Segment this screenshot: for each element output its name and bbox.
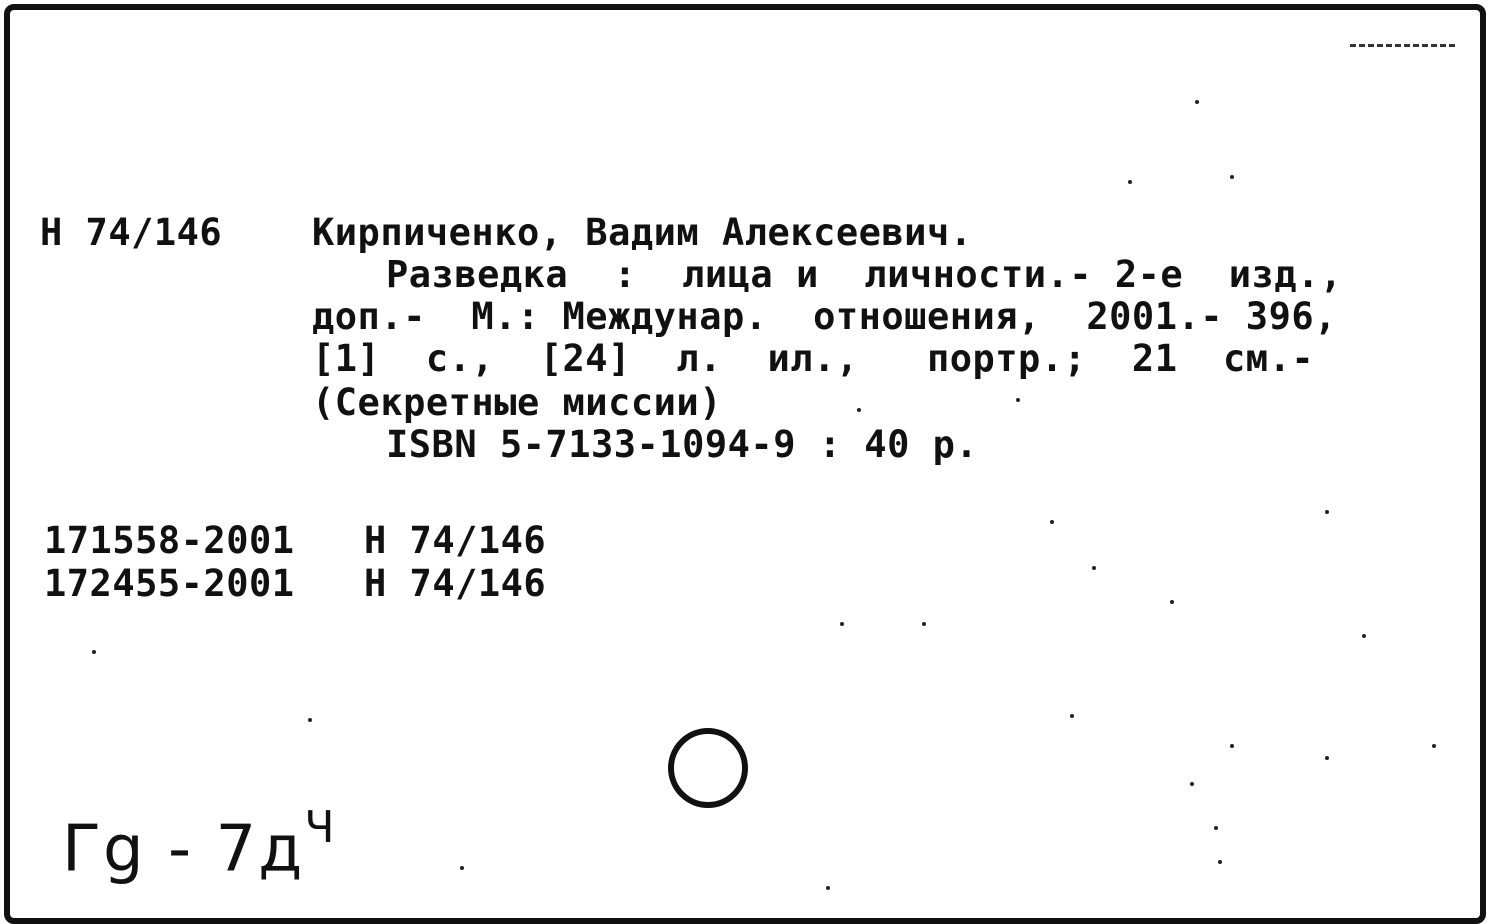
handwritten-note-superscript: Ч (304, 802, 337, 853)
scan-speck (1092, 566, 1096, 570)
scan-speck (1190, 782, 1194, 786)
scan-speck (308, 718, 312, 722)
scan-speck (1432, 744, 1436, 748)
scan-speck (1050, 520, 1054, 524)
scan-speck (1016, 398, 1020, 402)
author-line: Кирпиченко, Вадим Алексеевич. (312, 211, 973, 254)
scan-speck (1214, 826, 1218, 830)
scan-speck (1195, 100, 1199, 104)
scan-speck (826, 886, 830, 890)
punch-hole (668, 728, 748, 808)
scan-speck (1218, 860, 1222, 864)
scan-speck (1230, 744, 1234, 748)
call-number: Н 74/146 (40, 211, 223, 254)
holding-shelf-2: Н 74/146 (364, 562, 547, 605)
handwritten-note-text: Гg - 7д (62, 812, 305, 887)
holding-shelf-1: Н 74/146 (364, 519, 547, 562)
scan-speck (1170, 600, 1174, 604)
scan-speck (857, 408, 861, 412)
scan-speck (1325, 756, 1329, 760)
scan-speck (1230, 175, 1234, 179)
scan-speck (1128, 180, 1132, 184)
handwritten-note (62, 802, 337, 887)
publication-line: доп.- М.: Междунар. отношения, 2001.- 396, (312, 295, 1337, 338)
series-line: (Секретные миссии) (312, 381, 722, 424)
extent-line: [1] с., [24] л. ил., портр.; 21 см.- (312, 337, 1315, 380)
isbn-line: ISBN 5-7133-1094-9 : 40 р. (386, 423, 979, 466)
corner-dash-mark (1350, 44, 1455, 47)
scan-speck (922, 622, 926, 626)
scan-speck (1362, 634, 1366, 638)
scan-speck (460, 866, 464, 870)
scan-speck (1325, 510, 1329, 514)
holding-accession-1: 171558-2001 (44, 519, 295, 562)
scan-speck (1070, 714, 1074, 718)
scan-speck (92, 650, 96, 654)
scan-speck (840, 622, 844, 626)
holding-accession-2: 172455-2001 (44, 562, 295, 605)
title-line: Разведка : лица и личности.- 2-е изд., (386, 253, 1343, 296)
